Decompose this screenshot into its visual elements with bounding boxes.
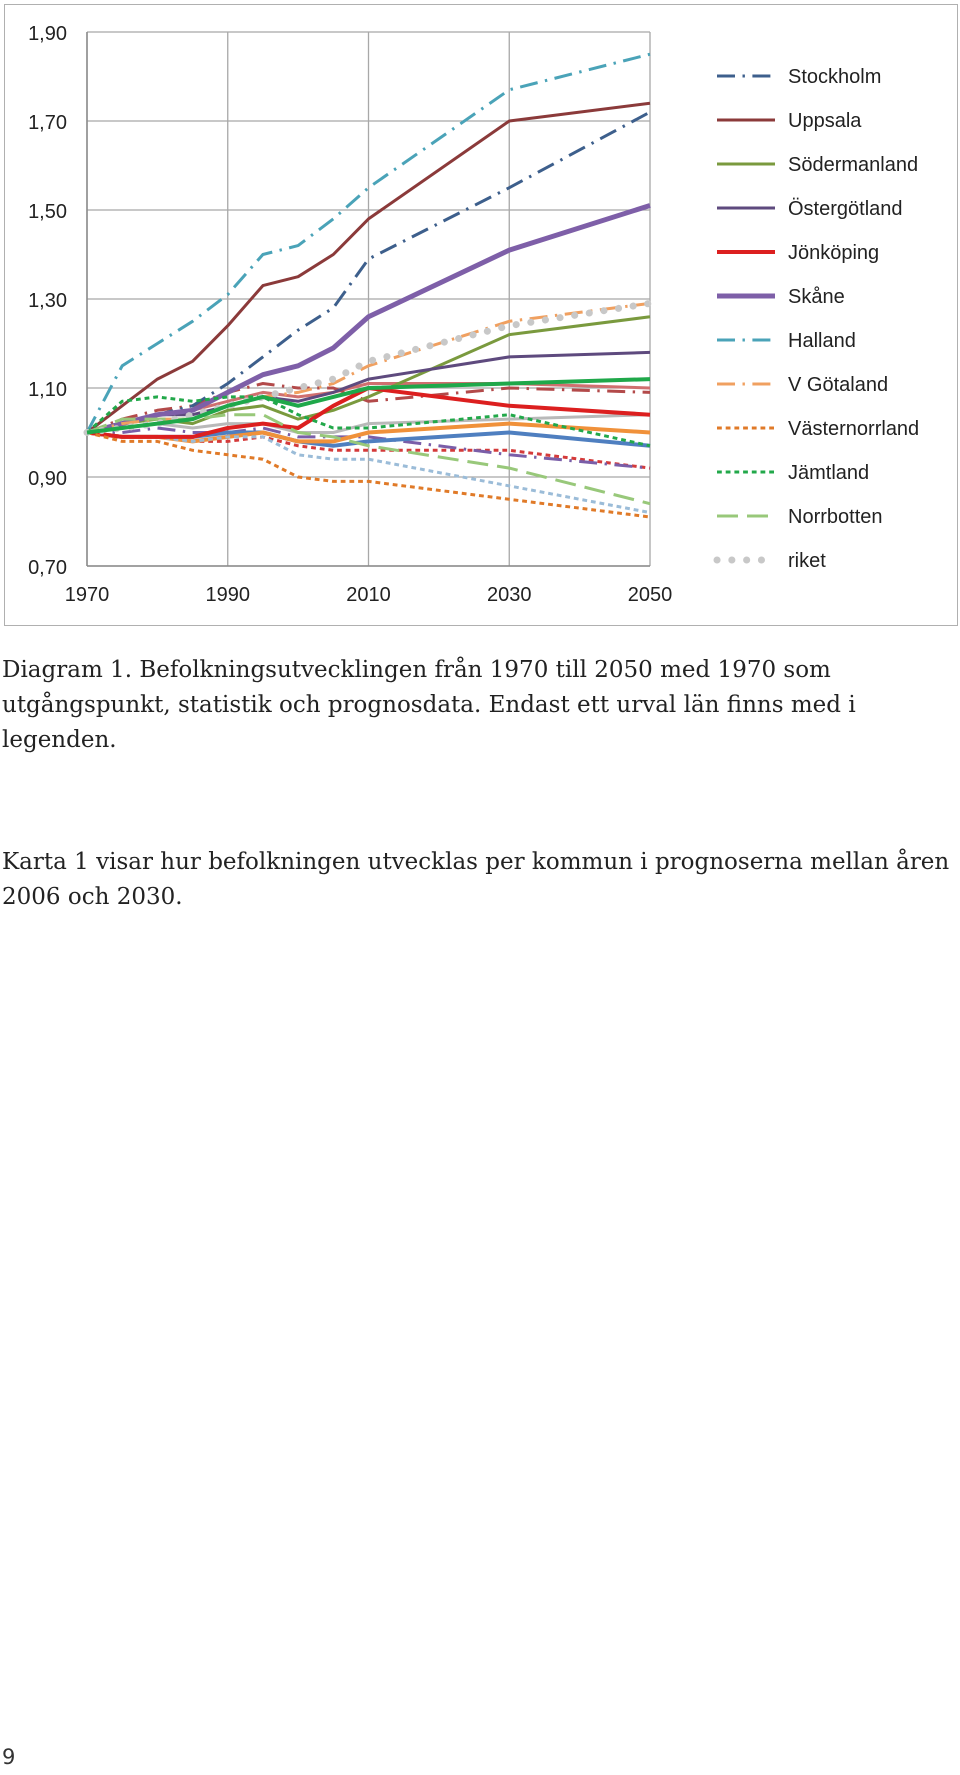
x-tick-label: 1990	[205, 584, 250, 606]
x-tick-label: 2030	[487, 584, 532, 606]
legend-label-v-götaland: V Götaland	[788, 374, 889, 396]
legend-label-norrbotten: Norrbotten	[788, 506, 883, 528]
page-number: 9	[2, 1745, 16, 1769]
y-tick-label: 0,90	[28, 468, 67, 490]
y-tick-label: 1,90	[28, 23, 67, 45]
legend-label-halland: Halland	[788, 330, 856, 352]
y-tick-label: 0,70	[28, 557, 67, 579]
legend-label-västernorrland: Västernorrland	[788, 418, 920, 440]
legend-label-jönköping: Jönköping	[788, 242, 880, 264]
y-tick-label: 1,10	[28, 379, 67, 401]
legend-label-uppsala: Uppsala	[788, 110, 862, 132]
legend-label-stockholm: Stockholm	[788, 66, 882, 88]
population-line-chart	[5, 5, 957, 625]
x-tick-label: 1970	[64, 584, 110, 606]
y-tick-label: 1,50	[28, 201, 67, 223]
x-tick-label: 2010	[346, 584, 391, 606]
y-tick-label: 1,70	[28, 112, 67, 134]
y-tick-label: 1,30	[28, 290, 67, 312]
body-paragraph: Karta 1 visar hur befolkningen utvecklas per kommun i prognoserna mellan åren 2006 och 2030.	[2, 849, 950, 910]
chart-frame	[4, 4, 958, 626]
x-tick-label: 2050	[627, 584, 673, 606]
legend-label-östergötland: Östergötland	[788, 198, 903, 220]
chart-caption: Diagram 1. Befolkningsutvecklingen från 1970 till 2050 med 1970 som utgångspunkt, statistik och prognosdata. Endast ett urval län finns med i legenden.	[2, 657, 856, 753]
legend-label-riket: riket	[788, 550, 826, 572]
legend-label-jämtland: Jämtland	[788, 462, 870, 484]
legend-label-södermanland: Södermanland	[788, 154, 919, 176]
legend-label-skåne: Skåne	[788, 286, 845, 308]
